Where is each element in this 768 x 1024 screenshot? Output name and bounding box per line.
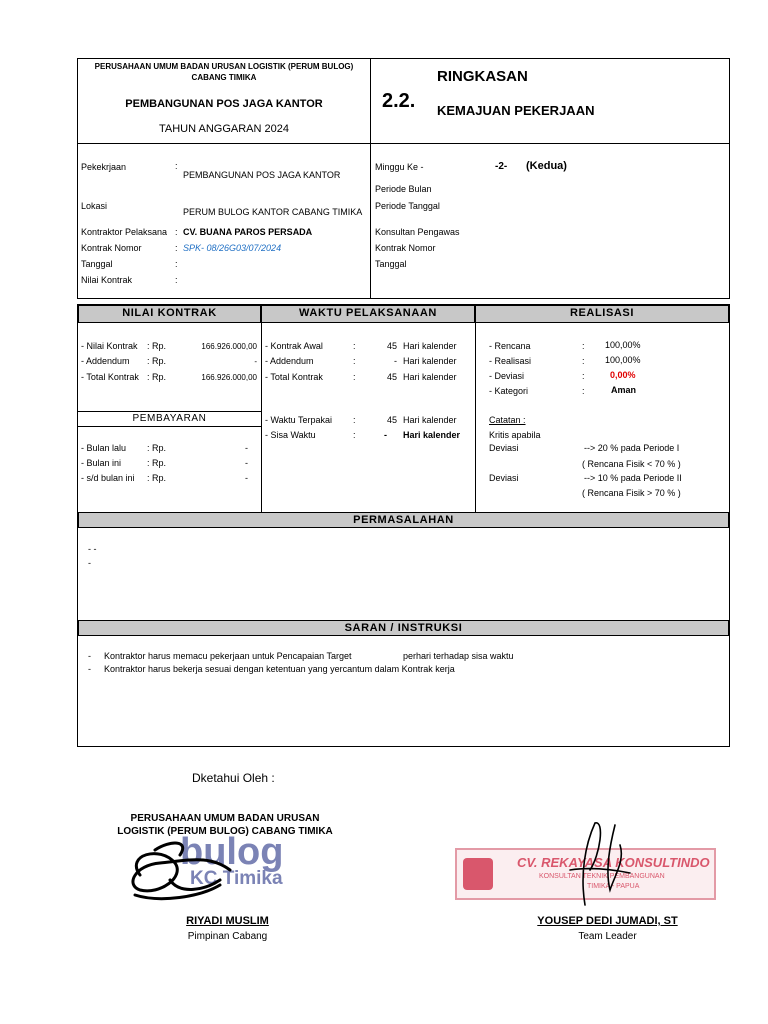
bulog-logo-text: bulog: [180, 831, 284, 873]
nilai-row-value: 166.926.000,00: [201, 373, 257, 382]
stamp-title: CV. REKAYASA KONSULTINDO: [517, 855, 710, 870]
left-signer-title: Pimpinan Cabang: [187, 931, 268, 942]
org-line1: PERUSAHAAN UMUM BADAN URUSAN LOGISTIK (PERUM BULOG): [94, 62, 354, 71]
pembayaran-row-label: - Bulan ini: [81, 458, 122, 468]
year-title: TAHUN ANGGARAN 2024: [158, 123, 289, 135]
kontrak-nomor-right: Kontrak Nomor: [375, 243, 436, 253]
waktu-row-unit: Hari kalender: [403, 372, 457, 382]
waktu-row-colon: :: [353, 372, 356, 382]
minggu-text: (Kedua): [526, 160, 567, 172]
left-org-line2: LOGISTIK (PERUM BULOG) CABANG TIMIKA: [117, 826, 333, 837]
realisasi-row-label: - Kategori: [489, 386, 529, 396]
waktu-row-value: -: [394, 356, 397, 366]
saran-item-dash: -: [88, 651, 91, 661]
waktu-row-unit: Hari kalender: [403, 415, 457, 425]
lokasi-value: PERUM BULOG KANTOR CABANG TIMIKA: [183, 207, 363, 217]
stamp-location: TIMIKA - PAPUA: [587, 883, 640, 890]
realisasi-row-colon: :: [582, 341, 585, 351]
left-signer-name: RIYADI MUSLIM: [186, 915, 269, 927]
realisasi-row-colon: :: [582, 386, 585, 396]
permasalahan-header: PERMASALAHAN: [78, 512, 729, 528]
colon: :: [175, 227, 178, 237]
tanggal-label: Tanggal: [81, 259, 113, 269]
minggu-label: Minggu Ke -: [375, 162, 424, 172]
right-signer-title: Team Leader: [578, 931, 637, 942]
pembayaran-row-cur: : Rp.: [147, 473, 167, 483]
waktu-row-value: -: [384, 430, 387, 440]
waktu-row-colon: :: [353, 430, 356, 440]
deviasi2-label: Deviasi: [489, 473, 519, 483]
minggu-value: -2-: [495, 161, 508, 172]
pembayaran-row-value: -: [245, 473, 248, 483]
right-signature-icon: [560, 815, 640, 910]
bulog-logo-subtext: KC Timika: [190, 868, 283, 889]
waktu-header: WAKTU PELAKSANAAN: [261, 305, 475, 323]
pembayaran-top-line: [78, 411, 261, 412]
deviasi1-note: ( Rencana Fisik < 70 % ): [582, 459, 681, 469]
nilai-row-cur: : Rp.: [147, 372, 167, 382]
stamp-logo-icon: [463, 858, 493, 890]
kritis-label: Kritis apabila: [489, 430, 541, 440]
pembayaran-row-label: - s/d bulan ini: [81, 473, 135, 483]
realisasi-row-label: - Realisasi: [489, 356, 532, 366]
waktu-row-value: 45: [386, 372, 397, 382]
deviasi2-value: --> 10 % pada Periode II: [584, 473, 682, 483]
realisasi-row-value: 100,00%: [605, 355, 641, 365]
waktu-row-colon: :: [353, 341, 356, 351]
lokasi-label: Lokasi: [81, 201, 108, 211]
waktu-row-label: - Sisa Waktu: [265, 430, 316, 440]
kontrak-nomor-value: SPK- 08/26G03/07/2024: [183, 243, 282, 253]
waktu-row-label: - Waktu Terpakai: [265, 415, 333, 425]
realisasi-row-colon: :: [582, 371, 585, 381]
nilai-row-label: - Nilai Kontrak: [81, 341, 138, 351]
konsultan-label: Konsultan Pengawas: [375, 227, 460, 237]
saran-item-text: Kontraktor harus memacu pekerjaan untuk Pencapaian Target: [104, 651, 352, 661]
pembayaran-header: PEMBAYARAN: [132, 413, 207, 424]
waktu-row-unit: Hari kalender: [403, 356, 457, 366]
left-org-line1: PERUSAHAAN UMUM BADAN URUSAN: [130, 813, 320, 824]
section-number: 2.2.: [382, 90, 416, 112]
nilai-row-value: 166.926.000,00: [201, 342, 257, 351]
project-title: PEMBANGUNAN POS JAGA KANTOR: [125, 98, 323, 110]
realisasi-row-value: 100,00%: [605, 340, 641, 350]
colon: :: [175, 259, 178, 269]
realisasi-header: REALISASI: [475, 305, 729, 323]
org-line2: CABANG TIMIKA: [191, 73, 257, 82]
nilai-row-label: - Addendum: [81, 356, 130, 366]
realisasi-row-label: - Deviasi: [489, 371, 525, 381]
pekerjaan-label: Pekekrjaan: [81, 162, 127, 172]
pembayaran-row-cur: : Rp.: [147, 458, 167, 468]
pembayaran-row-value: -: [245, 443, 248, 453]
nilai-kontrak-label: Nilai Kontrak: [81, 275, 133, 285]
kontraktor-label: Kontraktor Pelaksana: [81, 227, 168, 237]
waktu-row-label: - Kontrak Awal: [265, 341, 323, 351]
report-title-2: KEMAJUAN PEKERJAAN: [437, 103, 595, 118]
realisasi-kategori-value: Aman: [611, 385, 637, 395]
col-divider-2: [475, 305, 476, 513]
kontrak-nomor-label: Kontrak Nomor: [81, 243, 142, 253]
waktu-row-unit: Hari kalender: [403, 341, 457, 351]
waktu-row-colon: :: [353, 356, 356, 366]
waktu-row-label: - Total Kontrak: [265, 372, 323, 382]
periode-tanggal: Periode Tanggal: [375, 201, 440, 211]
pembayaran-bottom-line: [78, 426, 261, 427]
saran-item-tail: perhari terhadap sisa waktu: [403, 651, 514, 661]
permasalahan-item: - -: [88, 544, 97, 554]
col-divider-1: [261, 305, 262, 513]
saran-header: SARAN / INSTRUKSI: [78, 620, 729, 636]
waktu-row-unit: Hari kalender: [403, 430, 461, 440]
stamp-subtitle: KONSULTAN TEKNIK PEMBANGUNAN: [539, 873, 665, 880]
colon: :: [175, 161, 178, 171]
tanggal-right: Tanggal: [375, 259, 407, 269]
saran-item-dash: -: [88, 664, 91, 674]
permasalahan-item: -: [88, 558, 91, 568]
report-title-1: RINGKASAN: [437, 68, 528, 85]
nilai-row-cur: : Rp.: [147, 341, 167, 351]
nilai-kontrak-header: NILAI KONTRAK: [78, 305, 261, 323]
right-signer-name: YOUSEP DEDI JUMADI, ST: [537, 915, 678, 927]
colon: :: [175, 275, 178, 285]
deviasi2-note: ( Rencana Fisik > 70 % ): [582, 488, 681, 498]
waktu-row-label: - Addendum: [265, 356, 314, 366]
nilai-row-cur: : Rp.: [147, 356, 167, 366]
waktu-row-colon: :: [353, 415, 356, 425]
nilai-row-label: - Total Kontrak: [81, 372, 139, 382]
nilai-row-value: -: [254, 357, 257, 366]
periode-bulan: Periode Bulan: [375, 184, 432, 194]
pembayaran-row-label: - Bulan lalu: [81, 443, 127, 453]
kontraktor-value: CV. BUANA PAROS PERSADA: [183, 227, 313, 237]
left-signature-icon: [120, 835, 290, 905]
pekerjaan-value: PEMBANGUNAN POS JAGA KANTOR: [183, 170, 341, 180]
deviasi1-value: --> 20 % pada Periode I: [584, 443, 680, 453]
realisasi-row-colon: :: [582, 356, 585, 366]
saran-item-text: Kontraktor harus bekerja sesuai dengan ketentuan yang yercantum dalam Kontrak kerja: [104, 664, 455, 674]
colon: :: [175, 243, 178, 253]
catatan-label: Catatan :: [489, 415, 526, 425]
waktu-row-value: 45: [386, 415, 397, 425]
pembayaran-row-cur: : Rp.: [147, 443, 167, 453]
realisasi-deviasi-value: 0,00%: [610, 370, 636, 380]
pembayaran-row-value: -: [245, 458, 248, 468]
waktu-row-value: 45: [386, 341, 397, 351]
deviasi1-label: Deviasi: [489, 443, 519, 453]
realisasi-row-label: - Rencana: [489, 341, 531, 351]
diketahui-label: Dketahui Oleh :: [192, 771, 275, 785]
